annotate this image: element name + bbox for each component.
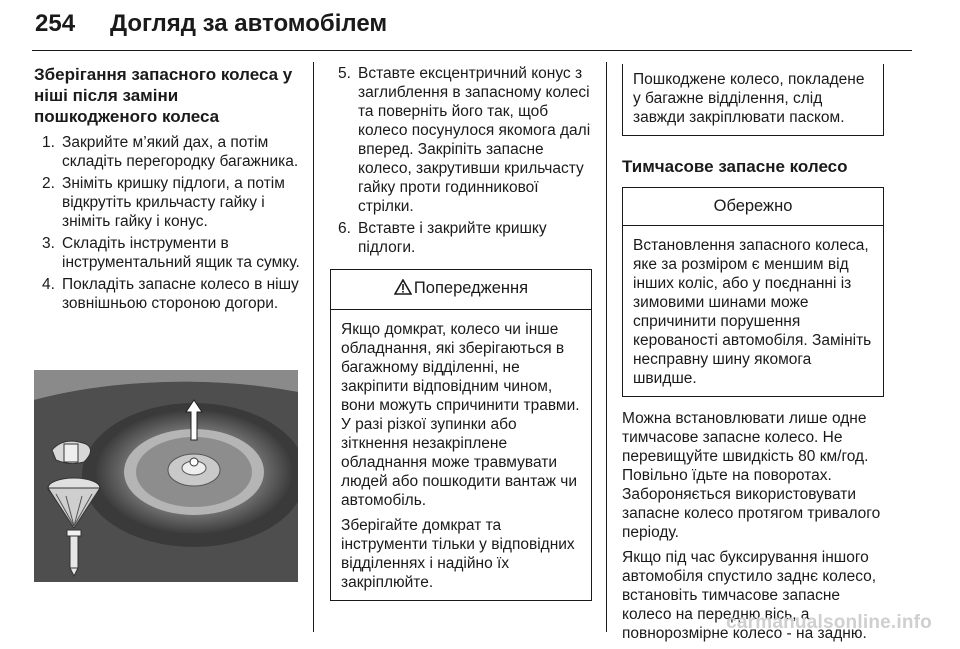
page-title: Догляд за автомобілем [110,10,388,37]
spare-wheel-storage-illustration [34,370,298,582]
caution-title: Обережно [623,188,883,226]
column-divider-1 [313,62,314,632]
steps-list-1 [34,133,300,313]
caution-box [622,187,884,397]
section-title-storage: Зберігання запасного колеса у ніші після заміни пошкодженого колеса [34,65,293,126]
continued-note-box [622,64,884,136]
list-item: 2. Зніміть кришку підлоги, а потім відкрутіть крильчасту гайку і зніміть гайку і конус. [42,175,285,230]
steps-list-2 [330,64,592,257]
section-title-temporary-spare: Тимчасове запасне колесо [622,157,848,176]
temporary-spare-text [622,409,884,643]
watermark: carmanualsonline.info [726,612,932,633]
continued-note-text: Пошкоджене колесо, покладене у багажне відділення, слід завжди закріплювати паском. [633,71,865,126]
caution-paragraph: Встановлення запасного колеса, яке за розміром є меншим від інших коліс, або у поєднанні із зимовими шинами може спричинити порушення керованості автомобіля. Замініть несправну шину якомога швидше. [633,237,872,387]
header-rule [32,50,912,51]
column-1 [34,64,300,316]
page-number: 254 [35,10,76,37]
list-item: 5. Вставте ексцентричний конус з заглиблення в запасному колесі та поверніть його так, щоб колесо посунулося якомога далі вперед. Закріпіть запасне колесо, закрутивши крильчасту гайку проти годинникової стрілки. [338,65,591,215]
warning-paragraph: Якщо домкрат, колесо чи інше обладнання, які зберігаються в багажному відділенні, не закріпити відповідним чином, вони можуть спричинити травми. У разі різкої зупинки або зіткнення незакріплене обладнання може травмувати людей або пошкодити вантаж чи автомобіль. [341,321,580,509]
body-paragraph: Якщо під час буксирування іншого автомобіля спустило заднє колесо, встановіть тимчасове запасне колесо на передню вісь, а повнорозмірне колесо - на задню. [622,549,877,642]
list-item: 6. Вставте і закрийте кришку підлоги. [338,220,547,256]
list-item: 3. Складіть інструменти в інструментальний ящик та сумку. [42,235,300,271]
caution-body [623,226,883,396]
warning-title: Попередження [413,279,529,297]
column-3 [622,64,884,649]
body-paragraph: Можна встановлювати лише одне тимчасове запасне колесо. Не перевищуйте швидкість 80 км/год. Повільно їдьте на поворотах. Забороняється використовувати запасне колесо протягом тривалого періоду. [622,410,881,541]
list-item: 4. Покладіть запасне колесо в нішу зовнішньою стороною догори. [42,276,299,312]
page-header [32,10,912,50]
warning-header [331,270,591,310]
column-divider-2 [606,62,607,632]
warning-paragraph: Зберігайте домкрат та інструменти тільки у відповідних відділеннях і надійно їх закріплюйте. [341,517,575,591]
warning-triangle-icon [394,279,412,300]
warning-box [330,269,592,601]
column-2 [330,64,592,601]
list-item: 1. Закрийте м’який дах, а потім складіть перегородку багажника. [42,134,299,170]
warning-body [331,310,591,600]
